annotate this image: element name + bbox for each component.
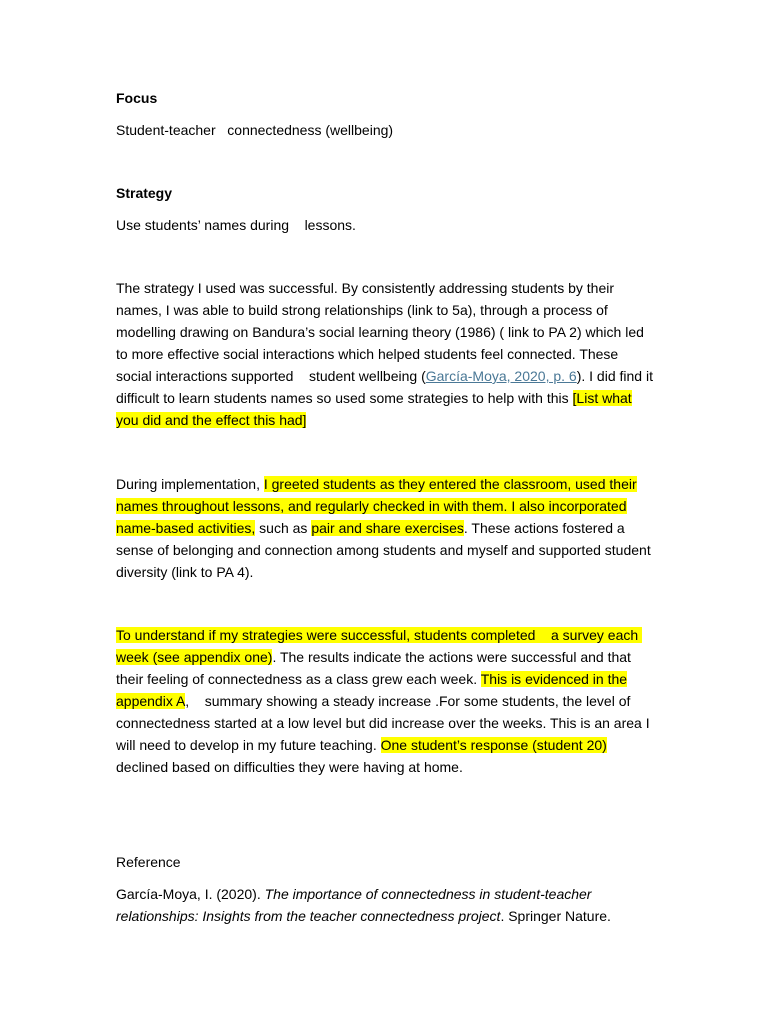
focus-heading: Focus — [116, 90, 158, 106]
highlighted-text: [List what you did and the effect this had] — [116, 390, 632, 428]
reference-publisher: . Springer Nature. — [500, 908, 611, 924]
focus-text: Student-teacher connectedness (wellbeing) — [116, 122, 394, 138]
highlighted-text: One student’s response (student 20) — [380, 737, 607, 753]
reference-heading: Reference — [116, 854, 181, 870]
reference-entry — [116, 883, 656, 927]
paragraph-text: ). I did find it difficult to learn students names so used some strategies to help with this — [116, 368, 653, 406]
paragraph-text: , summary showing a steady increase .For some students, the level of connectedness started at a low level but did increase over the weeks. This is an area I will need to develop in my future teaching. — [116, 693, 654, 753]
paragraph-strategy-success — [116, 277, 656, 431]
strategy-text: Use students’ names during lessons. — [116, 217, 356, 233]
reference-title: The importance of connectedness in student-teacher relationships: Insights from the teacher connectedness project — [116, 886, 592, 924]
highlighted-text: To understand if my strategies were successful, students completed a survey each week (see appendix one) — [116, 627, 643, 665]
highlighted-text: This is evidenced in the appendix A — [116, 671, 628, 709]
paragraph-text: . These actions fostered a sense of belonging and connection among students and myself and supported student diversity (link to PA 4). — [116, 520, 651, 580]
paragraph-text: such as — [255, 520, 312, 536]
paragraph-text: declined based on difficulties they were having at home. — [116, 759, 463, 775]
paragraph-implementation — [116, 473, 656, 583]
paragraph-text: During implementation, — [116, 476, 264, 492]
highlighted-text: I greeted students as they entered the classroom, used their names throughout lessons, and regularly checked in with them. I also incorporated name-based activities, — [116, 476, 637, 536]
paragraph-text: The strategy I used was successful. By consistently addressing students by their names, I was able to build strong relationships (link to 5a), through a process of modelling drawing on Bandura’s social learning theory (1986) ( link to PA 2) which led to more effective social interactions which helped students feel connected. These social interactions supported student wellbeing ( — [116, 280, 648, 384]
paragraph-text: . The results indicate the actions were successful and that their feeling of connectedness as a class grew each week. — [116, 649, 631, 687]
paragraph-evaluation — [116, 624, 656, 778]
reference-author: García-Moya, I. (2020). — [116, 886, 265, 902]
strategy-heading: Strategy — [116, 185, 173, 201]
citation-link[interactable]: García-Moya, 2020, p. 6 — [425, 368, 577, 384]
highlighted-text: pair and share exercises — [311, 520, 464, 536]
